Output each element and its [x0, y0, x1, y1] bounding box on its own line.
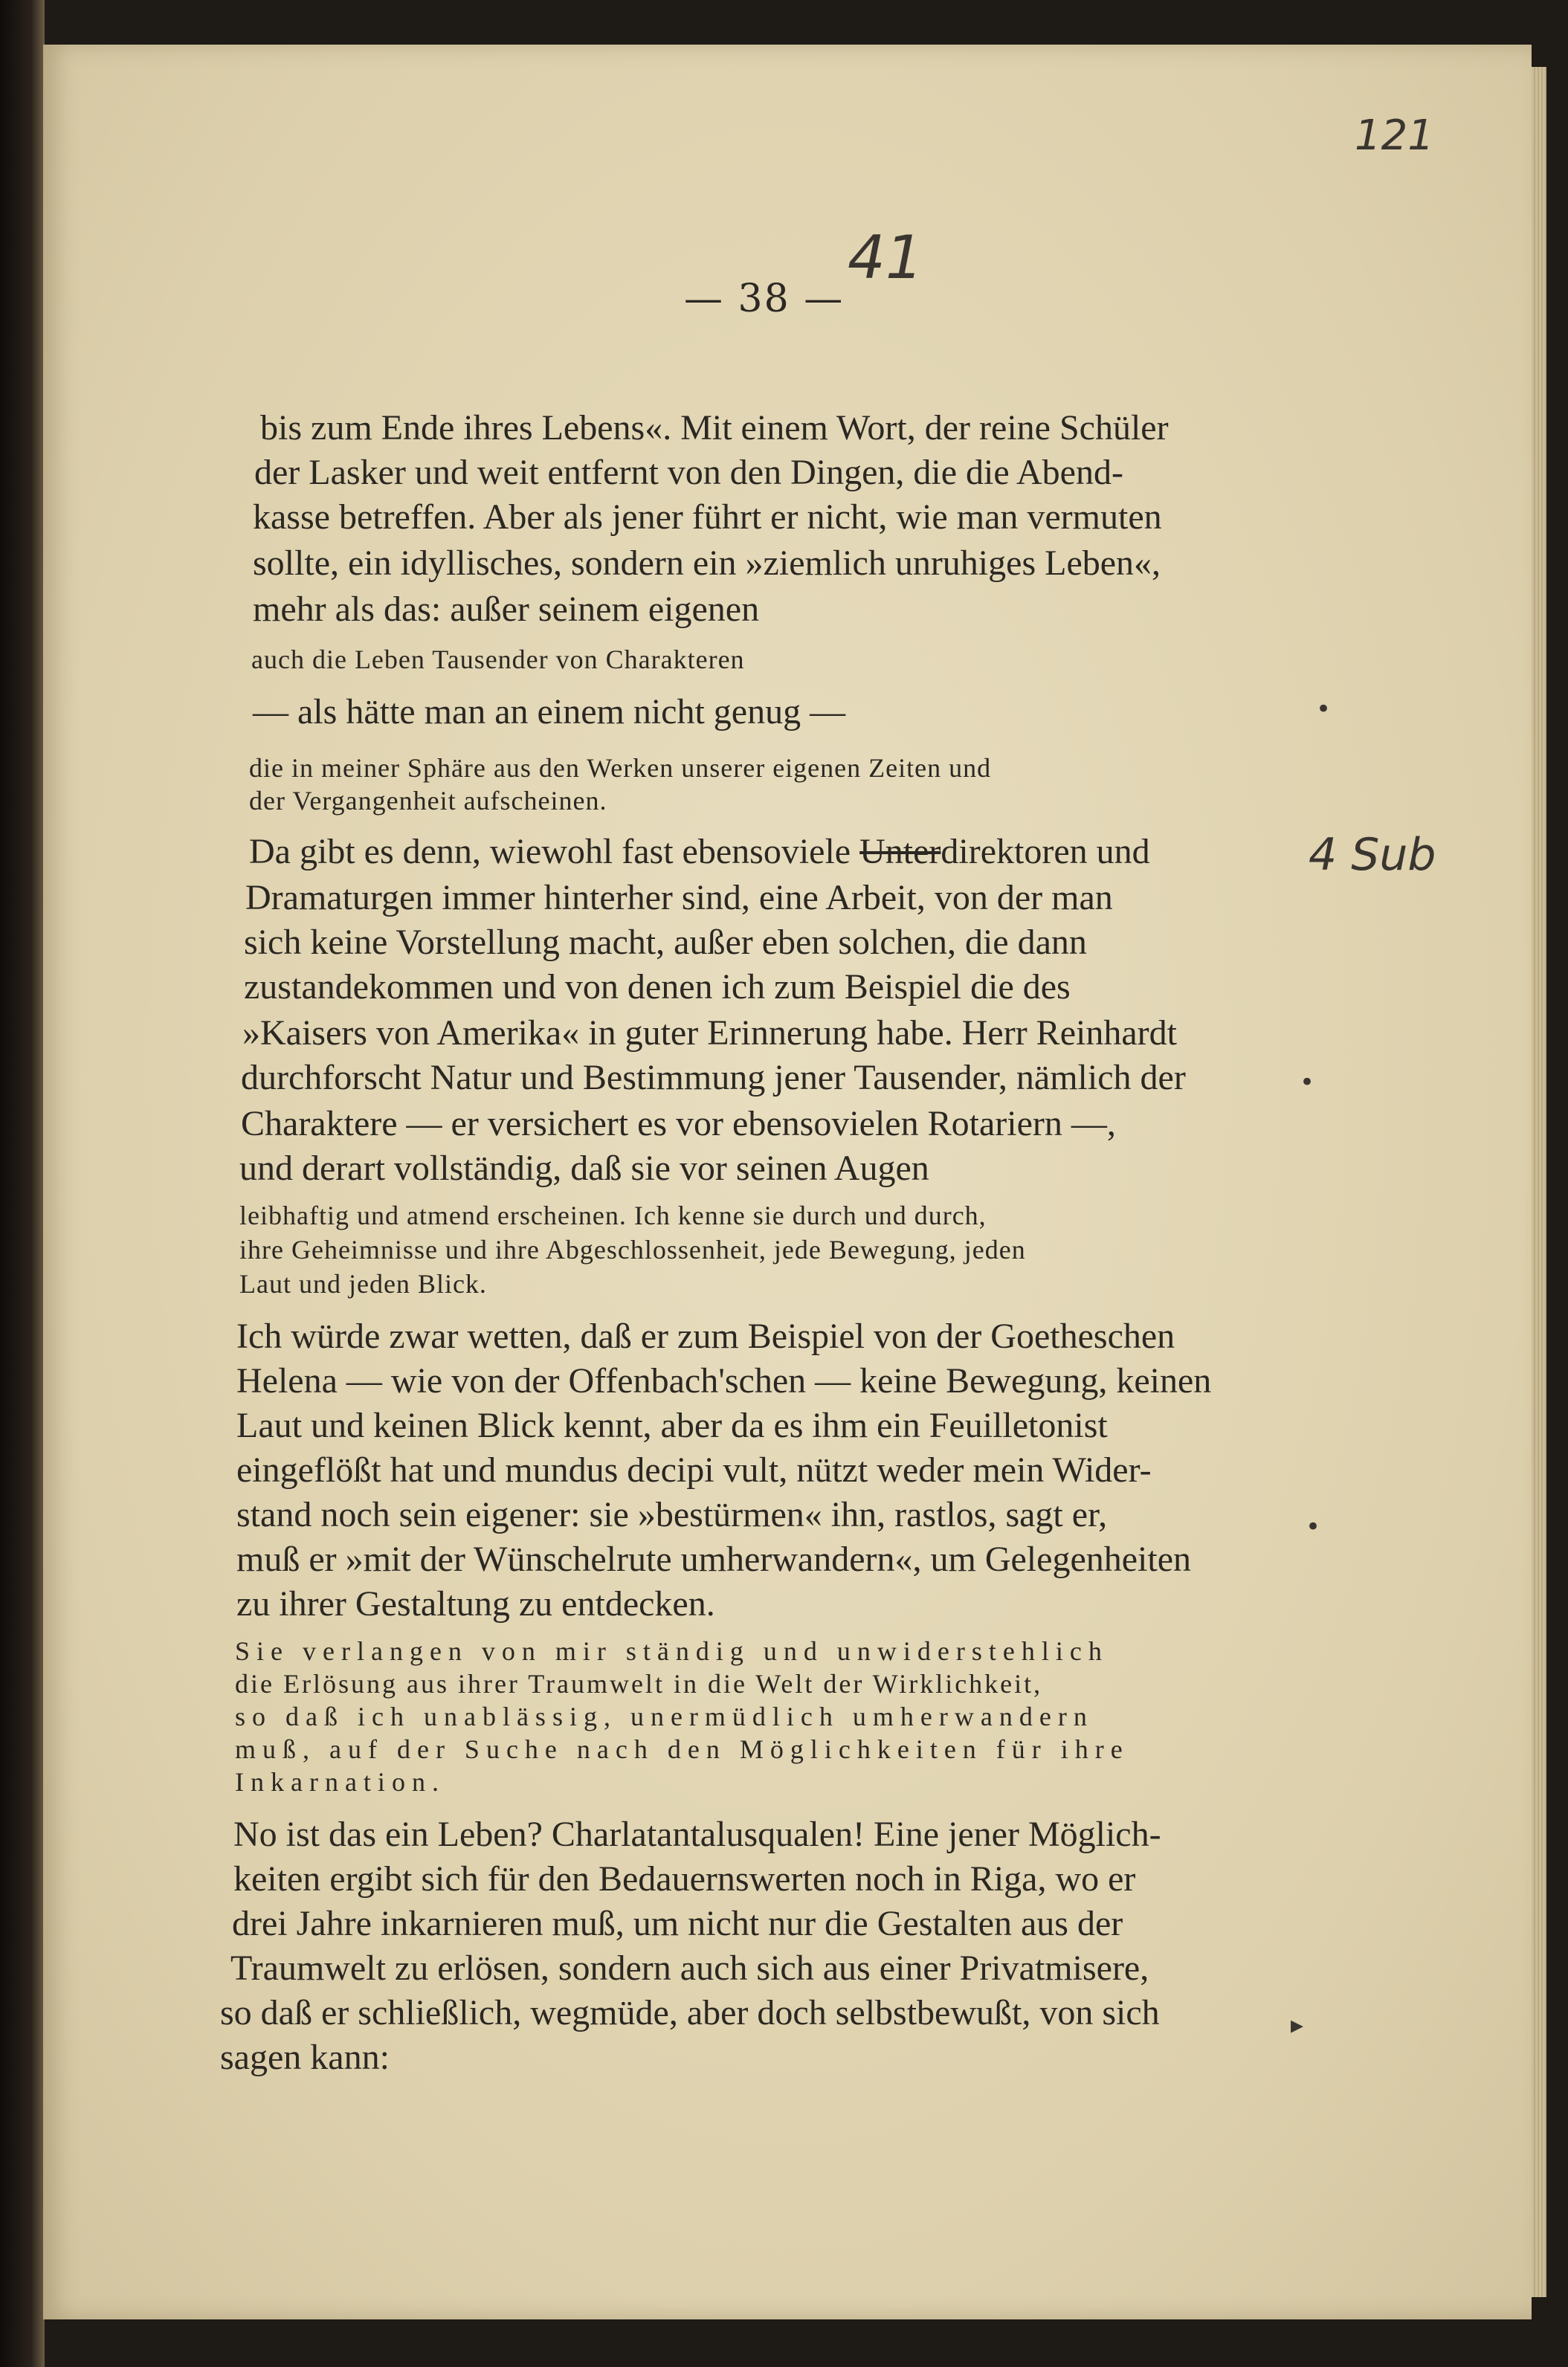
text-line: und derart vollständig, daß sie vor seinen Augen — [239, 1149, 929, 1188]
text-line: muß er »mit der Wünschelrute umherwandern«, um Gelegenheiten — [236, 1540, 1192, 1579]
text-line: sagen kann: — [220, 2038, 390, 2077]
margin-note: 4 Sub — [1309, 829, 1436, 881]
margin-mark: • — [1316, 694, 1332, 724]
text-line: No ist das ein Leben? Charlatantalusqualen! Eine jener Möglich- — [233, 1815, 1161, 1854]
text-line: drei Jahre inkarnieren muß, um nicht nur die Gestalten aus der — [232, 1904, 1123, 1943]
struck-word: Unter — [859, 832, 941, 871]
text-line: — als hätte man an einem nicht genug — — [253, 692, 846, 732]
quote-line: leibhaftig und atmend erscheinen. Ich kenne sie durch und durch, — [239, 1201, 987, 1230]
text-line: keiten ergibt sich für den Bedauernswerten noch in Riga, wo er — [233, 1859, 1136, 1899]
text-line: Dramaturgen immer hinterher sind, eine Arbeit, von der man — [245, 878, 1113, 917]
book-spine — [0, 0, 45, 2367]
text-line: kasse betreffen. Aber als jener führt er nicht, wie man vermuten — [253, 497, 1162, 537]
text-line: Traumwelt zu erlösen, sondern auch sich aus einer Privatmisere, — [230, 1948, 1149, 1988]
quote-line: die in meiner Sphäre aus den Werken unserer eigenen Zeiten und — [249, 753, 992, 783]
quote-line: so daß ich unablässig, unermüdlich umherwandern — [235, 1702, 1094, 1731]
text-line: Charaktere — er versichert es vor ebensovielen Rotariern —, — [241, 1104, 1116, 1143]
quote-line: der Vergangenheit aufscheinen. — [249, 786, 607, 816]
text-line: Helena — wie von der Offenbach'schen — keine Bewegung, keinen — [236, 1361, 1212, 1401]
text-line: bis zum Ende ihres Lebens«. Mit einem Wort, der reine Schüler — [260, 408, 1169, 448]
quote-line: ihre Geheimnisse und ihre Abgeschlossenheit, jede Bewegung, jeden — [239, 1235, 1026, 1265]
text-line: zustandekommen und von denen ich zum Beispiel die des — [244, 967, 1071, 1007]
text-line — [249, 831, 1150, 872]
text-line: Ich würde zwar wetten, daß er zum Beispiel von der Goetheschen — [236, 1317, 1175, 1356]
text-line: »Kaisers von Amerika« in guter Erinnerung habe. Herr Reinhardt — [242, 1013, 1177, 1053]
quote-line: die Erlösung aus ihrer Traumwelt in die Welt der Wirklichkeit, — [235, 1669, 1043, 1699]
quote-line: Sie verlangen von mir ständig und unwiderstehlich — [235, 1636, 1109, 1666]
text-line: so daß er schließlich, wegmüde, aber doch selbstbewußt, von sich — [220, 1993, 1160, 2032]
margin-mark: • — [1300, 1068, 1315, 1097]
page-number: — 38 — — [684, 277, 845, 321]
margin-mark: ▸ — [1291, 2010, 1304, 2040]
text-line: zu ihrer Gestaltung zu entdecken. — [236, 1584, 715, 1624]
text-span: Da gibt es denn, wiewohl fast ebensoviele — [249, 832, 860, 871]
text-line: sich keine Vorstellung macht, außer eben solchen, die dann — [244, 923, 1087, 962]
text-line: sollte, ein idyllisches, sondern ein »ziemlich unruhiges Leben«, — [253, 543, 1161, 583]
handwritten-page-number: 41 — [848, 223, 923, 292]
text-line: mehr als das: außer seinem eigenen — [253, 590, 760, 629]
text-line: stand noch sein eigener: sie »bestürmen« ihn, rastlos, sagt er, — [236, 1495, 1108, 1534]
quote-line: auch die Leben Tausender von Charakteren — [251, 645, 745, 674]
text-span: direktoren und — [941, 832, 1150, 871]
text-line: eingeflößt hat und mundus decipi vult, nützt weder mein Wider- — [236, 1450, 1152, 1490]
text-line: durchforscht Natur und Bestimmung jener Tausender, nämlich der — [241, 1058, 1186, 1097]
quote-line: muß, auf der Suche nach den Möglichkeiten für ihre — [235, 1734, 1129, 1764]
margin-mark: • — [1306, 1512, 1321, 1542]
text-line: der Lasker und weit entfernt von den Dingen, die die Abend- — [254, 453, 1123, 492]
text-line: Laut und keinen Blick kennt, aber da es ihm ein Feuilletonist — [236, 1406, 1108, 1445]
folio-number: 121 — [1355, 112, 1434, 160]
quote-line: Inkarnation. — [235, 1767, 445, 1797]
quote-line: Laut und jeden Blick. — [239, 1269, 487, 1299]
